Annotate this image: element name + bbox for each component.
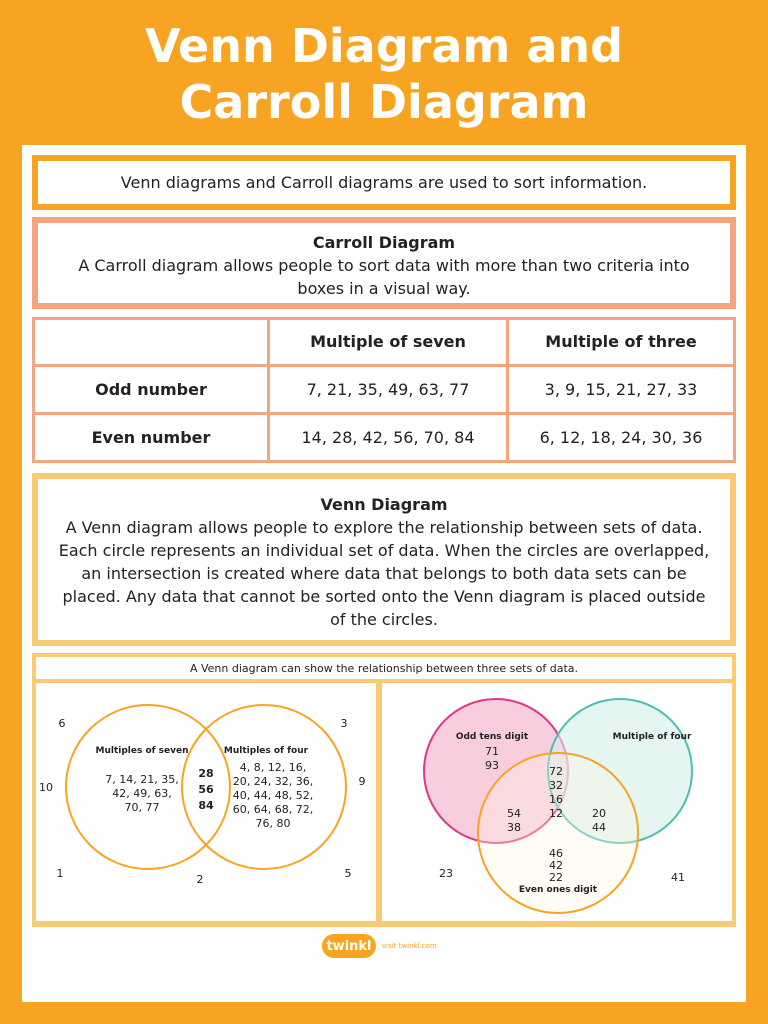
title-line-1: Venn Diagram and (144, 19, 624, 73)
carroll-col-header: Multiple of seven (269, 319, 508, 366)
venn-c-only-value: 22 (549, 871, 563, 884)
venn-heading: Venn Diagram (320, 495, 448, 514)
carroll-cell: 3, 9, 15, 21, 27, 33 (508, 365, 735, 413)
venn-abc-value: 72 (549, 765, 563, 778)
footer (322, 933, 437, 959)
carroll-row-header: Odd number (34, 365, 269, 413)
venn-sevens-only-line: 70, 77 (124, 801, 160, 814)
venn-ac-value: 38 (507, 821, 521, 834)
venn-outside-value: 3 (340, 717, 348, 730)
carroll-heading: Carroll Diagram (312, 233, 456, 252)
intro-text: Venn diagrams and Carroll diagrams are used to sort information. (38, 161, 730, 204)
venn-sevens-only-line: 7, 14, 21, 35, (105, 773, 179, 786)
venn-abc-value: 16 (549, 793, 563, 806)
venn-fours-only-line: 40, 44, 48, 52, (232, 789, 314, 802)
carroll-cell: 7, 21, 35, 49, 63, 77 (269, 365, 508, 413)
venn-intersection-value: 28 (198, 767, 214, 780)
carroll-cell: 6, 12, 18, 24, 30, 36 (508, 413, 735, 461)
venn-label-multiple-four: Multiple of four (612, 732, 692, 742)
venn-abc-value: 12 (549, 807, 563, 820)
twinkl-logo: twinkl (322, 934, 376, 958)
venn-description-box (32, 473, 736, 646)
venn-intersection-value: 84 (198, 799, 214, 812)
title-line-2: Carroll Diagram (179, 75, 589, 129)
venn-c-only-value: 46 (549, 847, 563, 860)
venn-c-only-value: 42 (549, 859, 563, 872)
venn-fours-only-line: 76, 80 (255, 817, 291, 830)
venn-label-odd-tens: Odd tens digit (455, 732, 529, 742)
venn-diagrams-panel (32, 653, 736, 927)
venn-a-only-value: 93 (485, 759, 499, 772)
venn-label-sevens: Multiples of seven (95, 746, 189, 756)
intro-box (32, 155, 736, 210)
venn-sevens-only-line: 42, 49, 63, (112, 787, 172, 800)
carroll-description: A Carroll diagram allows people to sort data with more than two criteria into boxes in a visual way. (78, 256, 690, 298)
carroll-corner-cell (34, 319, 269, 366)
venn-label-even-ones: Even ones digit (518, 885, 598, 895)
venn-ac-value: 54 (507, 807, 521, 820)
two-set-venn-diagram (36, 683, 376, 921)
carroll-col-header: Multiple of three (508, 319, 735, 366)
venn-fours-only-line: 4, 8, 12, 16, (239, 761, 307, 774)
venn-outside-value: 2 (196, 873, 204, 886)
venn-outside-value: 41 (671, 871, 685, 884)
carroll-row-header: Even number (34, 413, 269, 461)
venn-fours-only-line: 60, 64, 68, 72, (232, 803, 314, 816)
venn-fours-only-line: 20, 24, 32, 36, (232, 775, 314, 788)
venn-outside-value: 9 (358, 775, 366, 788)
carroll-cell: 14, 28, 42, 56, 70, 84 (269, 413, 508, 461)
venn-a-only-value: 71 (485, 745, 499, 758)
visit-link[interactable]: visit twinkl.com (382, 942, 437, 950)
venn-bc-value: 44 (592, 821, 606, 834)
page-title (0, 18, 768, 130)
venn-description: A Venn diagram allows people to explore the relationship between sets of data. Each circle represents an individual set of data. When the circles are overlapped, an intersection is created where data that belongs to both data sets can be placed. Any data that cannot be sorted onto the Venn diagram is placed outside of the circles. (58, 518, 710, 629)
content-sheet (22, 145, 746, 1002)
venn-abc-value: 32 (549, 779, 563, 792)
venn-outside-value: 5 (344, 867, 352, 880)
venn-bc-value: 20 (592, 807, 606, 820)
venn-outside-value: 6 (58, 717, 66, 730)
venn-outside-value: 23 (439, 867, 453, 880)
venn-outside-value: 1 (56, 867, 64, 880)
venn-intersection-value: 56 (198, 783, 214, 796)
venn-caption: A Venn diagram can show the relationship between three sets of data. (36, 657, 732, 679)
carroll-table (32, 317, 736, 463)
venn-label-fours: Multiples of four (223, 746, 309, 756)
three-set-venn-diagram (382, 683, 732, 921)
carroll-description-box (32, 217, 736, 309)
venn-outside-value: 10 (39, 781, 53, 794)
